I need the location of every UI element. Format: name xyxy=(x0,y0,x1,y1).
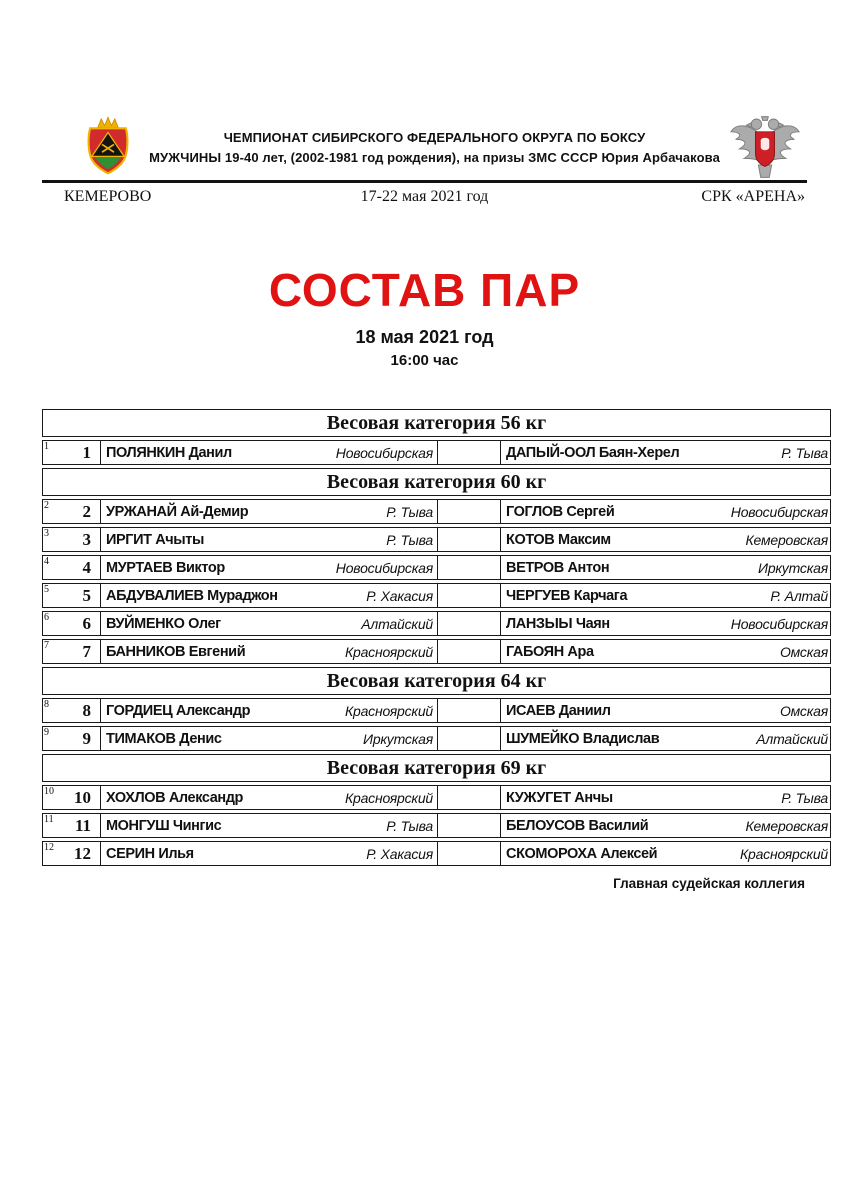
pair-row xyxy=(42,726,831,751)
row-number: 3 xyxy=(58,528,101,551)
red-corner-name: ВУЙМЕНКО Олег xyxy=(106,615,221,632)
pair-row xyxy=(42,785,831,810)
pair-row xyxy=(42,841,831,866)
blue-corner-region: Р. Тыва xyxy=(781,444,828,461)
championship-subtitle: МУЖЧИНЫ 19-40 лет, (2002-1981 год рождения), на призы ЗМС СССР Юрия Арбачакова xyxy=(149,150,720,166)
header-divider xyxy=(42,180,807,183)
pair-row xyxy=(42,698,831,723)
red-corner-name: ХОХЛОВ Александр xyxy=(106,789,243,806)
weight-category-label: Весовая категория 56 кг xyxy=(326,411,547,434)
red-corner-cell xyxy=(101,842,438,865)
pair-row xyxy=(42,555,831,580)
row-sup-number: 5 xyxy=(44,584,49,596)
row-number: 9 xyxy=(58,727,101,750)
blue-corner-name: БЕЛОУСОВ Василий xyxy=(506,817,649,834)
signature-line: Главная судейская коллегия xyxy=(613,876,805,892)
boxing-federation-emblem-icon xyxy=(727,110,803,184)
row-number: 5 xyxy=(58,584,101,607)
red-corner-cell xyxy=(101,441,438,464)
weight-category-header xyxy=(42,754,831,782)
red-corner-cell xyxy=(101,727,438,750)
pair-gap-cell xyxy=(438,814,501,837)
row-sup-number: 9 xyxy=(44,727,49,739)
pair-row xyxy=(42,583,831,608)
blue-corner-region: Красноярский xyxy=(739,845,828,862)
red-corner-name: ПОЛЯНКИН Данил xyxy=(106,444,232,461)
red-corner-region: Р. Хакасия xyxy=(366,845,433,862)
red-corner-region: Р. Тыва xyxy=(386,817,433,834)
blue-corner-name: ЧЕРГУЕВ Карчага xyxy=(506,587,628,604)
blue-corner-cell xyxy=(501,441,832,464)
pair-gap-cell xyxy=(438,842,501,865)
red-corner-name: АБДУВАЛИЕВ Мураджон xyxy=(106,587,278,604)
red-corner-region: Р. Тыва xyxy=(386,503,433,520)
pair-gap-cell xyxy=(438,500,501,523)
blue-corner-name: СКОМОРОХА Алексей xyxy=(506,845,658,862)
red-corner-cell xyxy=(101,814,438,837)
blue-corner-region: Алтайский xyxy=(756,730,828,747)
row-number: 7 xyxy=(58,640,101,663)
blue-corner-region: Р. Алтай xyxy=(770,587,828,604)
blue-corner-region: Кемеровская xyxy=(745,817,828,834)
blue-corner-region: Омская xyxy=(779,643,828,660)
red-corner-cell xyxy=(101,640,438,663)
row-sup-number: 7 xyxy=(44,640,49,652)
blue-corner-name: ВЕТРОВ Антон xyxy=(506,559,610,576)
red-corner-cell xyxy=(101,556,438,579)
row-sup-number: 1 xyxy=(44,441,49,453)
blue-corner-cell xyxy=(501,727,832,750)
blue-corner-cell xyxy=(501,528,832,551)
row-number: 8 xyxy=(58,699,101,722)
blue-corner-cell xyxy=(501,612,832,635)
title-block xyxy=(0,266,849,369)
red-corner-cell xyxy=(101,584,438,607)
page-title: СОСТАВ ПАР xyxy=(268,264,581,316)
blue-corner-name: ИСАЕВ Даниил xyxy=(506,702,611,719)
blue-corner-name: КОТОВ Максим xyxy=(506,531,611,548)
row-number: 11 xyxy=(58,814,101,837)
blue-corner-name: ДАПЫЙ-ООЛ Баян-Херел xyxy=(506,444,680,461)
row-sup-number: 6 xyxy=(44,612,49,624)
row-sup-number: 8 xyxy=(44,699,49,711)
row-number: 10 xyxy=(58,786,101,809)
event-venue: СРК «АРЕНА» xyxy=(701,188,805,205)
row-number: 4 xyxy=(58,556,101,579)
blue-corner-name: ГАБОЯН Ара xyxy=(506,643,594,660)
bouts-date: 18 мая 2021 год xyxy=(355,327,494,348)
red-corner-name: ГОРДИЕЦ Александр xyxy=(106,702,251,719)
row-sup-number: 2 xyxy=(44,500,49,512)
red-corner-name: ТИМАКОВ Денис xyxy=(106,730,222,747)
blue-corner-region: Р. Тыва xyxy=(781,789,828,806)
blue-corner-cell xyxy=(501,500,832,523)
weight-category-label: Весовая категория 64 кг xyxy=(326,669,547,692)
red-corner-region: Р. Тыва xyxy=(386,531,433,548)
kemerovo-coat-of-arms-icon xyxy=(74,116,142,178)
red-corner-cell xyxy=(101,699,438,722)
red-corner-name: МОНГУШ Чингис xyxy=(106,817,222,834)
row-sup-number: 4 xyxy=(44,556,49,568)
red-corner-name: МУРТАЕВ Виктор xyxy=(106,559,225,576)
bouts-time: 16:00 час xyxy=(390,352,459,370)
weight-category-header xyxy=(42,667,831,695)
blue-corner-cell xyxy=(501,786,832,809)
blue-corner-cell xyxy=(501,640,832,663)
row-sup-number: 3 xyxy=(44,528,49,540)
pair-gap-cell xyxy=(438,528,501,551)
blue-corner-region: Новосибирская xyxy=(730,615,828,632)
red-corner-region: Иркутская xyxy=(363,730,433,747)
pairs-table xyxy=(42,409,831,866)
blue-corner-cell xyxy=(501,699,832,722)
pair-gap-cell xyxy=(438,556,501,579)
pair-row xyxy=(42,440,831,465)
pair-row xyxy=(42,813,831,838)
pair-gap-cell xyxy=(438,441,501,464)
red-corner-region: Р. Хакасия xyxy=(366,587,433,604)
red-corner-region: Красноярский xyxy=(344,789,433,806)
weight-category-header xyxy=(42,409,831,437)
red-corner-cell xyxy=(101,786,438,809)
row-number: 12 xyxy=(58,842,101,865)
red-corner-name: ИРГИТ Ачыты xyxy=(106,531,204,548)
event-city: КЕМЕРОВО xyxy=(64,188,152,205)
pair-gap-cell xyxy=(438,612,501,635)
blue-corner-cell xyxy=(501,556,832,579)
pair-gap-cell xyxy=(438,727,501,750)
blue-corner-region: Новосибирская xyxy=(730,503,828,520)
row-number: 1 xyxy=(58,441,101,464)
weight-category-header xyxy=(42,468,831,496)
blue-corner-cell xyxy=(501,842,832,865)
weight-category-label: Весовая категория 60 кг xyxy=(326,470,547,493)
blue-corner-name: ШУМЕЙКО Владислав xyxy=(506,730,660,747)
blue-corner-region: Кемеровская xyxy=(745,531,828,548)
blue-corner-name: ЛАНЗЫЫ Чаян xyxy=(506,615,610,632)
red-corner-region: Алтайский xyxy=(361,615,433,632)
pair-gap-cell xyxy=(438,584,501,607)
red-corner-region: Красноярский xyxy=(344,702,433,719)
red-corner-region: Красноярский xyxy=(344,643,433,660)
row-sup-number: 11 xyxy=(44,814,54,826)
blue-corner-region: Иркутская xyxy=(758,559,828,576)
championship-heading xyxy=(142,110,727,168)
red-corner-name: СЕРИН Илья xyxy=(106,845,194,862)
pair-row xyxy=(42,499,831,524)
pair-row xyxy=(42,639,831,664)
blue-corner-cell xyxy=(501,584,832,607)
event-info-row xyxy=(42,188,807,206)
red-corner-cell xyxy=(101,612,438,635)
red-corner-cell xyxy=(101,528,438,551)
pair-gap-cell xyxy=(438,786,501,809)
row-number: 2 xyxy=(58,500,101,523)
blue-corner-region: Омская xyxy=(779,702,828,719)
row-number: 6 xyxy=(58,612,101,635)
row-sup-number: 10 xyxy=(44,786,54,798)
pair-row xyxy=(42,611,831,636)
blue-corner-name: КУЖУГЕТ Анчы xyxy=(506,789,613,806)
document-header xyxy=(42,110,807,180)
pair-gap-cell xyxy=(438,640,501,663)
pair-row xyxy=(42,527,831,552)
event-dates: 17-22 мая 2021 год xyxy=(360,188,489,205)
pair-gap-cell xyxy=(438,699,501,722)
red-corner-region: Новосибирская xyxy=(335,444,433,461)
row-sup-number: 12 xyxy=(44,842,54,854)
blue-corner-name: ГОГЛОВ Сергей xyxy=(506,503,615,520)
red-corner-cell xyxy=(101,500,438,523)
red-corner-name: БАННИКОВ Евгений xyxy=(106,643,246,660)
weight-category-label: Весовая категория 69 кг xyxy=(326,756,547,779)
red-corner-name: УРЖАНАЙ Ай-Демир xyxy=(106,503,249,520)
championship-title: ЧЕМПИОНАТ СИБИРСКОГО ФЕДЕРАЛЬНОГО ОКРУГА ПО БОКСУ xyxy=(223,130,646,145)
red-corner-region: Новосибирская xyxy=(335,559,433,576)
blue-corner-cell xyxy=(501,814,832,837)
